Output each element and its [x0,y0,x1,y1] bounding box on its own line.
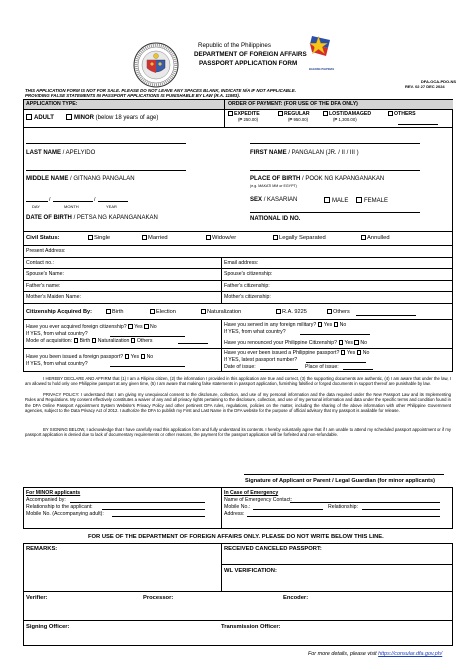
relationship-applicant-label: Relationship to the applicant: [26,504,93,510]
transmission-officer-label: Transmission Officer: [221,624,281,630]
department-name: DEPARTMENT OF FOREIGN AFFAIRS [194,51,307,58]
adult-option[interactable]: ADULT [26,114,54,122]
footer-text: For more details, please visit https://consular.dfa.gov.ph/ [308,651,443,657]
military-country: If YES, from what country? [224,329,286,335]
signature-label: Signature of Applicant or Parent / Legal Guardian (for minor applicants) [245,478,436,484]
declaration-text: I HEREBY DECLARE AND AFFIRM that (1) I am a Filipino citizen, (2) the information I provided in this application are true and correct, (3) the supporting documents are authentic, (4) I am aware that under the law, I am allowed to hold only one Philippine passport at any given time, (5) I am aware that making false statements in passport application, furnishing falsified or forged documents in support thereof are punishable by law. [25,376,451,387]
form-code: DFA-OCA-PDO-NS [420,79,456,84]
spouse-name-label: Spouse's Name: [26,271,64,277]
military-question: Have you served in any foreign military? Yes No [224,322,347,328]
minor-applicants-title: For MINOR applicants [26,490,81,496]
encoder-label: Encoder: [283,595,309,601]
lost-damaged-option[interactable]: LOST/DAMAGED [323,111,371,117]
father-citizenship-label: Father's citizenship: [224,283,270,289]
email-label: Email address: [224,260,259,266]
place-of-birth-label: PLACE OF BIRTH / POOK NG KAPANGANAKAN [250,176,385,182]
received-passport-label: RECEIVED CANCELED PASSPORT: [224,546,322,552]
dob-year-label: YEAR [106,204,117,209]
place-of-birth-example: (e.g. MAKATI MM or EGYPT) [250,184,297,188]
civil-widow-option[interactable]: Widow/er [206,235,236,242]
mobile-accompanying-label: Mobile No. (Accompanying adult): [26,511,104,517]
citizenship-naturalization-option[interactable]: Naturalization [201,309,241,316]
footer-link[interactable]: https://consular.dfa.gov.ph/ [378,651,443,657]
emergency-title: In Case of Emergency [224,490,279,496]
verifier-label: Verifier: [26,595,48,601]
renounced-question: Have you renounced your Philippine Citizenship? Yes No [224,340,368,346]
spouse-citizenship-label: Spouse's citizenship: [224,271,273,277]
place-of-issue: Place of issue: [305,364,339,370]
dob-month-label: MONTH [64,204,79,209]
notice-line-2: PROVIDING FALSE STATEMENTS IN PASSPORT APPLICATIONS IS PUNISHABLE BY LAW (R.A. 11983). [25,93,240,98]
contact-no-label: Contact no.: [26,260,54,266]
father-name-label: Father's name: [26,283,61,289]
civil-separated-option[interactable]: Legally Separated [273,235,326,242]
notice-line-1: THIS APPLICATION FORM IS NOT FOR SALE. PLEASE DO NOT LEAVE ANY SPACES BLANK, INDICATE N/A IF NOT APPLICABLE. [25,88,296,93]
civil-annulled-option[interactable]: Annulled [361,235,390,242]
form-title: PASSPORT APPLICATION FORM [199,60,298,67]
date-of-issue: Date of issue: [224,364,256,370]
emergency-relationship-label: Relationship: [328,504,358,510]
accompanied-by-label: Accompanied by: [26,497,66,503]
first-name-label: FIRST NAME / PANGALAN (JR. / II / III ) [250,150,359,156]
privacy-policy-text: PRIVACY POLICY: I understand that I am giving my unequivocal consent to the disclosure, collection, and use of my personal information and the data required under the New Passport Law and its Implementing Rules and Regulations. My consent effectively constitutes a waiver of any and all privacy rights pertaining to the disclosure, collection, and use of my personal information and data under the specific terms and condition found in the DFA Online Passport Appointment System Website's Privacy Policy and other pertinent DFA rules, regulations, policies on the matter, including the sharing of the above information with other Philippine Government agencies, subject to the Data Privacy Act of 2012. I authorize the DFA to publish my First and Last Name in the DFA website for the purpose of official advisory that my passport is available for release. [25,392,451,413]
dob-label: DATE OF BIRTH / PETSA NG KAPANGANAKAN [26,215,158,221]
dfa-only-title: FOR USE OF THE DEPARTMENT OF FOREIGN AFFAIRS ONLY. PLEASE DO NOT WRITE BELOW THIS LINE. [88,534,384,540]
form-revision: REV. 02 27 DEC 2024 [405,84,445,89]
foreign-citizenship-question: Have you ever acquired foreign citizenship? Yes No [26,324,157,330]
foreign-passport-country: If YES, from what country? [26,361,88,367]
processor-label: Processor: [143,595,174,601]
latest-passport-number: If YES, latest passport number? [224,357,298,363]
mother-name-label: Mother's Maiden Name: [26,294,81,300]
emergency-address-label: Address: [224,511,245,517]
order-of-payment-label: ORDER OF PAYMENT: (FOR USE OF THE DFA ONLY) [228,101,358,107]
mode-of-acquisition: Mode of acquisition: Birth Naturalization Others [26,338,153,344]
civil-married-option[interactable]: Married [142,235,168,242]
foreign-passport-question: Have you been issued a foreign passport? Yes No [26,354,154,360]
female-option[interactable]: FEMALE [356,197,388,205]
expedite-fee: (₱ 250.00) [238,117,259,122]
middle-name-label: MIDDLE NAME / GITNANG PANGALAN [26,176,135,182]
ph-passport-question: Have you ever been issued a Philippine passport? Yes No [224,350,370,356]
dfa-seal-logo [133,42,179,88]
dob-day-label: DAY [32,204,40,209]
regular-fee: (₱ 950.00) [288,117,309,122]
application-type-label: APPLICATION TYPE: [26,101,78,107]
present-address-label: Present Address: [26,248,66,254]
foreign-citizenship-country: If YES, from what country? [26,331,88,337]
national-id-label: NATIONAL ID NO. [250,216,301,222]
minor-option[interactable]: MINOR (below 18 years of age) [66,114,158,122]
civil-single-option[interactable]: Single [88,235,110,242]
lost-damaged-fee: (₱ 1,300.00) [333,117,357,122]
remarks-label: REMARKS: [26,546,58,552]
citizenship-acquired-label: Citizenship Acquired By: [26,309,92,315]
bagong-pilipinas-logo [308,32,334,72]
others-option[interactable]: OTHERS [388,111,416,117]
bagong-pilipinas-text: BAGONG PILIPINAS [309,68,335,71]
male-option[interactable]: MALE [324,197,348,205]
last-name-label: LAST NAME / APELYIDO [26,150,96,156]
citizenship-ra9225-option[interactable]: R.A. 9225 [276,309,307,316]
citizenship-election-option[interactable]: Election [150,309,176,316]
civil-status-label: Civil Status: [26,235,60,241]
signing-officer-label: Signing Officer: [26,624,70,630]
mother-citizenship-label: Mother's citizenship: [224,294,271,300]
sex-label: SEX / KASARIAN [250,197,298,203]
emergency-mobile-label: Mobile No.: [224,504,251,510]
emergency-name-label: Name of Emergency Contact: [224,497,293,503]
signing-acknowledgement-text: BY SIGNING BELOW, I acknowledge that I have carefully read this application form and fully understand its contents. I hereby voluntarily agree that if I am unable to attend my scheduled passport appointment or if my passport application is denied due to lack of documentary requirements or other reasons, the payment for the passport application will be forfeited and non-refundable. [25,427,451,438]
expedite-option[interactable]: EXPEDITE [228,111,260,117]
citizenship-birth-option[interactable]: Birth [106,309,124,316]
republic-text: Republic of the Philippines [198,42,271,49]
citizenship-others-option[interactable]: Others [327,309,350,316]
wl-verification-label: WL VERIFICATION: [224,568,277,574]
regular-option[interactable]: REGULAR [278,111,310,117]
